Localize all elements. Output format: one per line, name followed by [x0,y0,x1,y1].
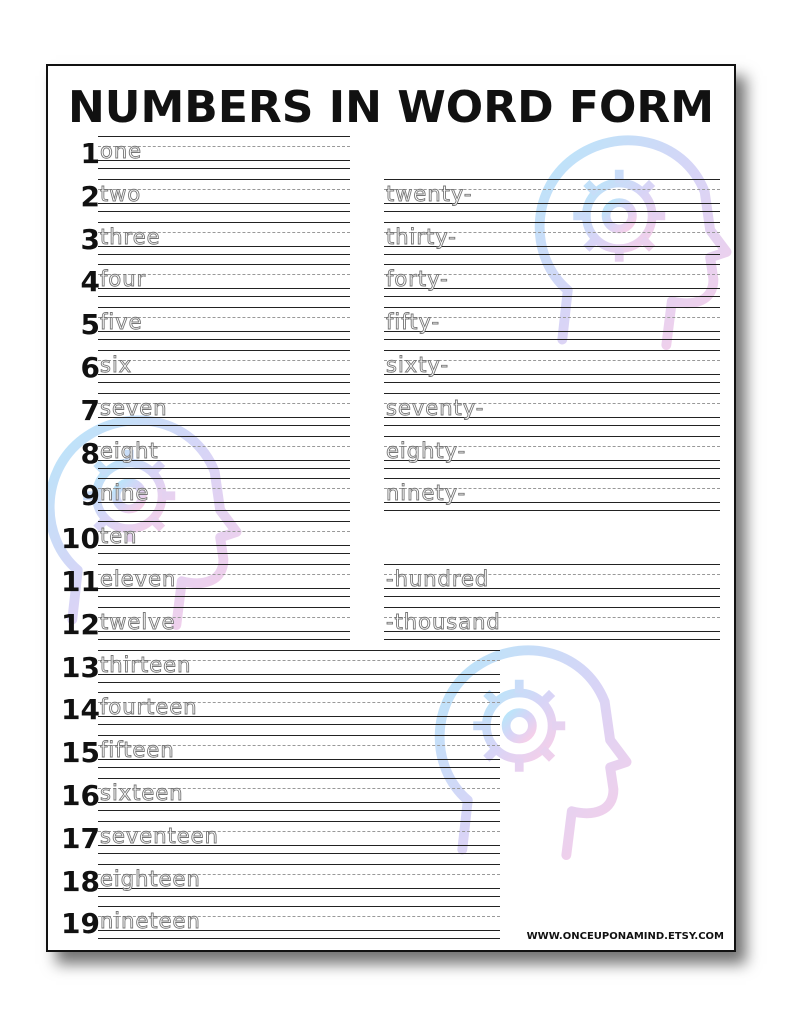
traceable-word: seventeen [100,823,219,848]
guide-line [98,382,350,383]
writing-lines [98,393,350,429]
guide-line [98,510,350,511]
traceable-word: thirteen [100,652,192,677]
guide-line [384,639,720,640]
writing-lines [98,478,350,514]
writing-lines [384,222,720,258]
guide-line [384,596,720,597]
guide-line [98,821,500,822]
tens-row [384,222,720,258]
guide-line [98,735,500,736]
writing-lines [98,222,350,258]
guide-line [98,767,500,768]
number-row [56,136,516,172]
tens-row [384,179,720,215]
tens-row [384,478,720,514]
traceable-word: seventy- [386,395,485,420]
guide-line [384,436,720,437]
traceable-word: seven [100,395,168,420]
writing-lines [98,564,350,600]
traceable-word: one [100,139,143,163]
guide-line [98,810,500,811]
worksheet-page [46,64,736,952]
traceable-word: twelve [100,609,176,634]
number-label: 13 [61,650,100,684]
guide-line [98,607,350,608]
guide-line [98,179,350,180]
number-label: 2 [80,179,100,213]
number-label: 12 [61,607,100,641]
guide-line [98,296,350,297]
traceable-word: nineteen [100,909,201,934]
writing-lines [384,478,720,514]
writing-lines [98,179,350,215]
traceable-word: twenty- [386,181,473,206]
guide-line [98,596,350,597]
writing-lines [384,393,720,429]
guide-line [98,724,500,725]
guide-line [384,179,720,180]
guide-line [98,339,350,340]
traceable-word: eight [100,438,159,463]
tens-row [384,393,720,429]
number-label: 16 [61,779,100,812]
traceable-word: four [100,267,147,292]
guide-line [384,296,720,297]
tens-row [384,264,720,300]
traceable-word: ninety- [386,481,467,506]
number-label: 17 [61,821,100,855]
guide-line [98,350,350,351]
guide-line [98,553,350,554]
guide-line [98,374,350,375]
guide-line [384,264,720,265]
tens-row [384,307,720,343]
writing-lines [98,264,350,300]
guide-line [98,360,350,361]
guide-line [98,307,350,308]
writing-lines [98,307,350,343]
number-label: 4 [80,265,100,299]
writing-lines [384,436,720,472]
number-label: 6 [80,351,100,384]
page-title: NUMBERS IN WORD FORM [67,82,715,133]
traceable-word: eighteen [100,866,201,891]
tens-row [384,564,720,600]
guide-line [384,211,720,212]
writing-lines [98,350,350,386]
writing-lines [98,735,500,771]
guide-line [98,425,350,426]
guide-line [98,136,350,137]
guide-line [384,254,720,255]
writing-lines [384,607,720,643]
number-row [56,778,516,814]
writing-lines [98,692,500,728]
number-label: 1 [80,137,100,170]
number-label: 11 [61,565,100,598]
writing-lines [98,607,350,643]
guide-line [384,607,720,608]
number-row [56,521,516,557]
guide-line [384,478,720,479]
traceable-word: five [100,310,143,335]
guide-line [384,425,720,426]
writing-lines [98,864,500,900]
traceable-word: forty- [386,267,449,292]
number-label: 8 [80,436,100,470]
tens-row [384,350,720,386]
writing-lines [384,350,720,386]
guide-line [384,350,720,351]
traceable-word: ten [100,524,138,549]
writing-lines [98,136,350,172]
guide-line [98,853,500,854]
guide-line [384,382,720,383]
number-label: 3 [80,222,100,256]
traceable-word: sixteen [100,781,184,805]
traceable-word: three [100,224,161,249]
guide-line [98,778,500,779]
guide-line [98,393,350,394]
tens-row [384,607,720,643]
writing-lines [98,778,500,814]
traceable-word: six [100,353,133,377]
number-label: 7 [80,393,100,427]
traceable-word: fifteen [100,738,175,763]
number-row [56,650,516,686]
guide-line [98,650,500,651]
writing-lines [384,307,720,343]
writing-lines [98,436,350,472]
traceable-word: sixty- [386,353,450,377]
traceable-word: fifty- [386,310,441,335]
writing-lines [384,564,720,600]
guide-line [98,906,500,907]
guide-line [384,468,720,469]
traceable-word: -hundred [386,567,490,591]
guide-line [384,307,720,308]
guide-line [98,521,350,522]
traceable-word: two [100,181,142,206]
traceable-word: eighty- [386,438,467,463]
guide-line [384,564,720,565]
guide-line [98,264,350,265]
guide-line [384,510,720,511]
number-label: 9 [80,479,100,513]
number-label: 18 [61,864,100,898]
guide-line [384,222,720,223]
number-row [56,906,516,942]
traceable-word: eleven [100,567,177,591]
guide-line [98,938,500,939]
guide-line [98,692,500,693]
traceable-word: thirty- [386,224,457,249]
guide-line [98,478,350,479]
traceable-word: nine [100,481,150,506]
number-label: 15 [61,736,100,770]
writing-lines [98,906,500,942]
number-row [56,864,516,900]
guide-line [98,564,350,565]
number-label: 5 [80,308,100,342]
writing-lines [98,821,500,857]
guide-line [98,468,350,469]
guide-line [98,639,350,640]
tens-row [384,436,720,472]
traceable-word: fourteen [100,695,198,720]
writing-lines [384,179,720,215]
number-label: 19 [61,907,100,941]
guide-line [98,222,350,223]
guide-line [98,436,350,437]
guide-line [98,864,500,865]
number-row [56,692,516,728]
writing-lines [98,521,350,557]
guide-line [98,168,350,169]
guide-line [98,254,350,255]
guide-line [98,211,350,212]
guide-line [384,393,720,394]
guide-line [98,682,500,683]
writing-lines [384,264,720,300]
writing-lines [98,650,500,686]
number-label: 10 [61,522,100,556]
guide-line [98,896,500,897]
number-row [56,735,516,771]
traceable-word: -thousand [386,609,501,634]
guide-line [384,339,720,340]
website-footer: WWW.ONCEUPONAMIND.ETSY.COM [526,931,724,942]
number-row [56,821,516,857]
number-label: 14 [61,693,100,727]
